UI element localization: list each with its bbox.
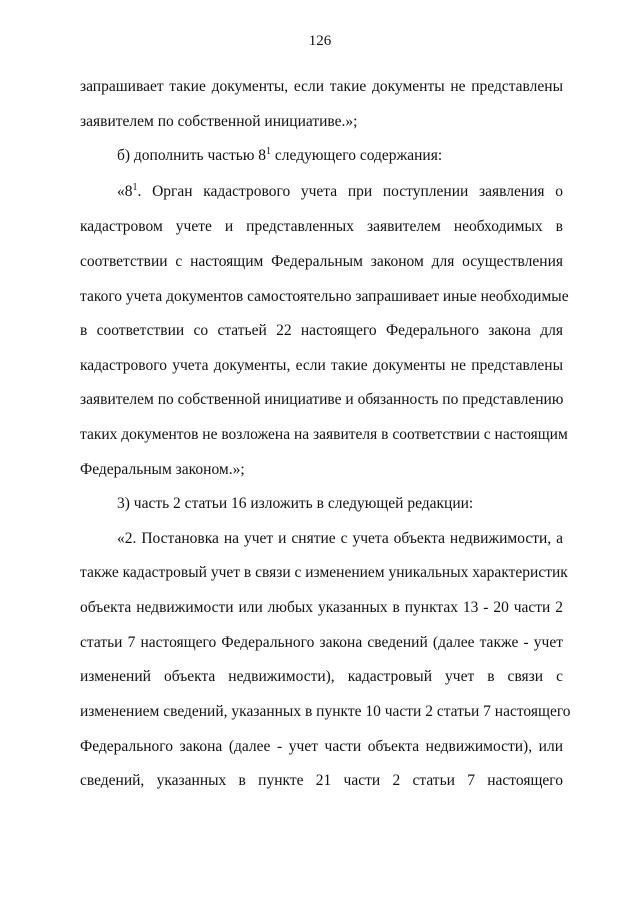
- list-item-b: [117, 146, 563, 166]
- text-line: запрашивает такие документы, если такие документы не представлены: [80, 78, 563, 95]
- text-segment: . Орган кадастрового учета при поступлении заявления о: [137, 183, 563, 200]
- text-line: сведений, указанных в пункте 21 части 2 статьи 7 настоящего: [80, 772, 563, 789]
- text-line: кадастрового учета документы, если такие документы не представлены: [80, 357, 563, 374]
- quoted-paragraph-start: «2. Постановка на учет и снятие с учета объекта недвижимости, а: [117, 530, 563, 547]
- text-segment: б) дополнить частью 8: [117, 147, 267, 164]
- text-line: Федерального закона (далее - учет части объекта недвижимости), или: [80, 738, 563, 755]
- quoted-paragraph-start: [117, 182, 563, 202]
- text-line: изменением сведений, указанных в пункте 10 части 2 статьи 7 настоящего: [80, 703, 571, 720]
- text-line: в соответствии со статьей 22 настоящего Федерального закона для: [80, 322, 563, 339]
- text-line: Федеральным законом.»;: [80, 461, 245, 478]
- superscript: 1: [266, 146, 272, 157]
- text-line: соответствии с настоящим Федеральным законом для осуществления: [80, 253, 563, 270]
- text-line: изменений объекта недвижимости), кадастровый учет в связи с: [80, 668, 563, 685]
- list-item-3: 3) часть 2 статьи 16 изложить в следующей редакции:: [117, 495, 474, 512]
- text-line: заявителем по собственной инициативе.»;: [80, 113, 358, 130]
- text-line: заявителем по собственной инициативе и обязанность по представлению: [80, 391, 564, 408]
- page-number: 126: [308, 33, 332, 49]
- text-segment: следующего содержания:: [271, 147, 443, 164]
- superscript: 1: [132, 182, 138, 193]
- text-line: объекта недвижимости или любых указанных в пунктах 13 - 20 части 2: [80, 599, 563, 616]
- text-line: также кадастровый учет в связи с изменением уникальных характеристик: [80, 564, 568, 581]
- text-segment: «8: [117, 183, 133, 200]
- text-line: кадастровом учете и представленных заявителем необходимых в: [80, 218, 563, 235]
- text-line: статьи 7 настоящего Федерального закона сведений (далее также - учет: [80, 634, 563, 651]
- text-line: таких документов не возложена на заявителя в соответствии с настоящим: [80, 426, 568, 443]
- text-line: такого учета документов самостоятельно запрашивает иные необходимые: [80, 288, 569, 305]
